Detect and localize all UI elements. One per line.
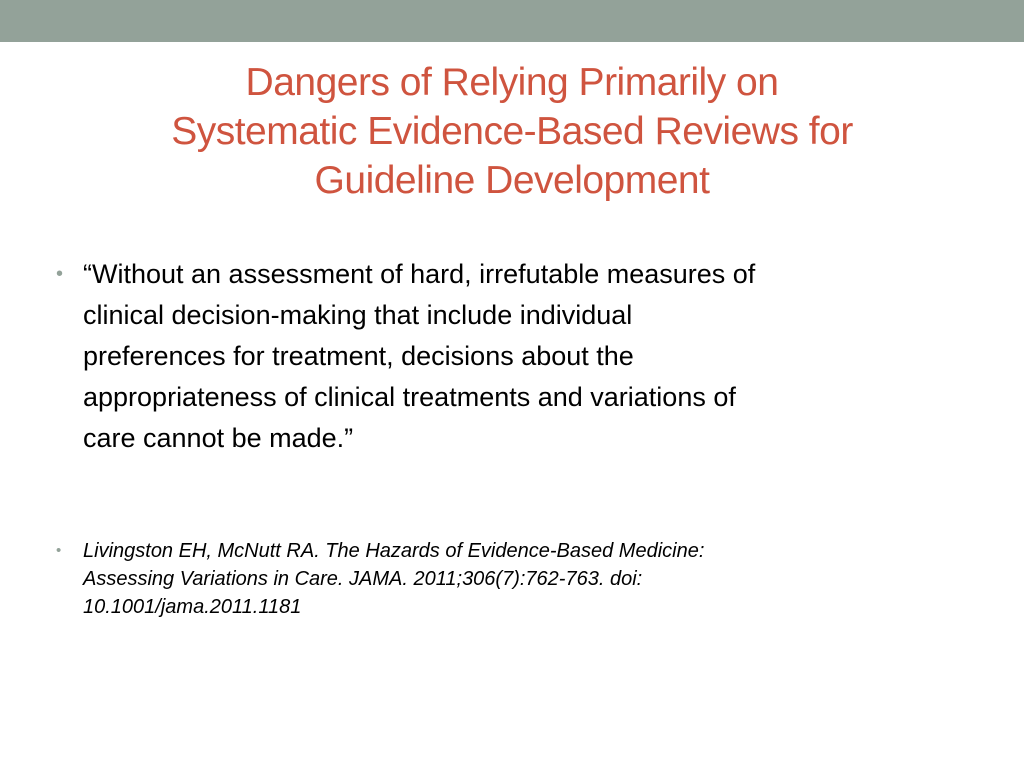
title-line: Guideline Development: [314, 159, 710, 202]
bullet-dot-icon: •: [56, 542, 62, 559]
quote-line: care cannot be made.”: [83, 423, 354, 453]
top-accent-band: [0, 0, 1024, 42]
bullet-list: [56, 254, 956, 621]
quote-line: appropriateness of clinical treatments and variations of: [83, 382, 736, 412]
reference-line: 10.1001/jama.2011.1181: [83, 596, 302, 618]
quote-bullet: [56, 254, 956, 459]
reference-line: Livingston EH, McNutt RA. The Hazards of Evidence-Based Medicine:: [83, 540, 705, 562]
quote-line: clinical decision-making that include individual: [83, 300, 633, 330]
quote-line: “Without an assessment of hard, irrefutable measures of: [83, 259, 756, 289]
reference-line: Assessing Variations in Care. JAMA. 2011;306(7):762-763. doi:: [83, 568, 643, 590]
slide-title: [40, 58, 984, 205]
title-line: Dangers of Relying Primarily on: [245, 61, 779, 104]
bullet-dot-icon: •: [56, 263, 64, 285]
reference-bullet: [56, 537, 956, 621]
quote-line: preferences for treatment, decisions about the: [83, 341, 634, 371]
title-line: Systematic Evidence-Based Reviews for: [171, 110, 853, 153]
